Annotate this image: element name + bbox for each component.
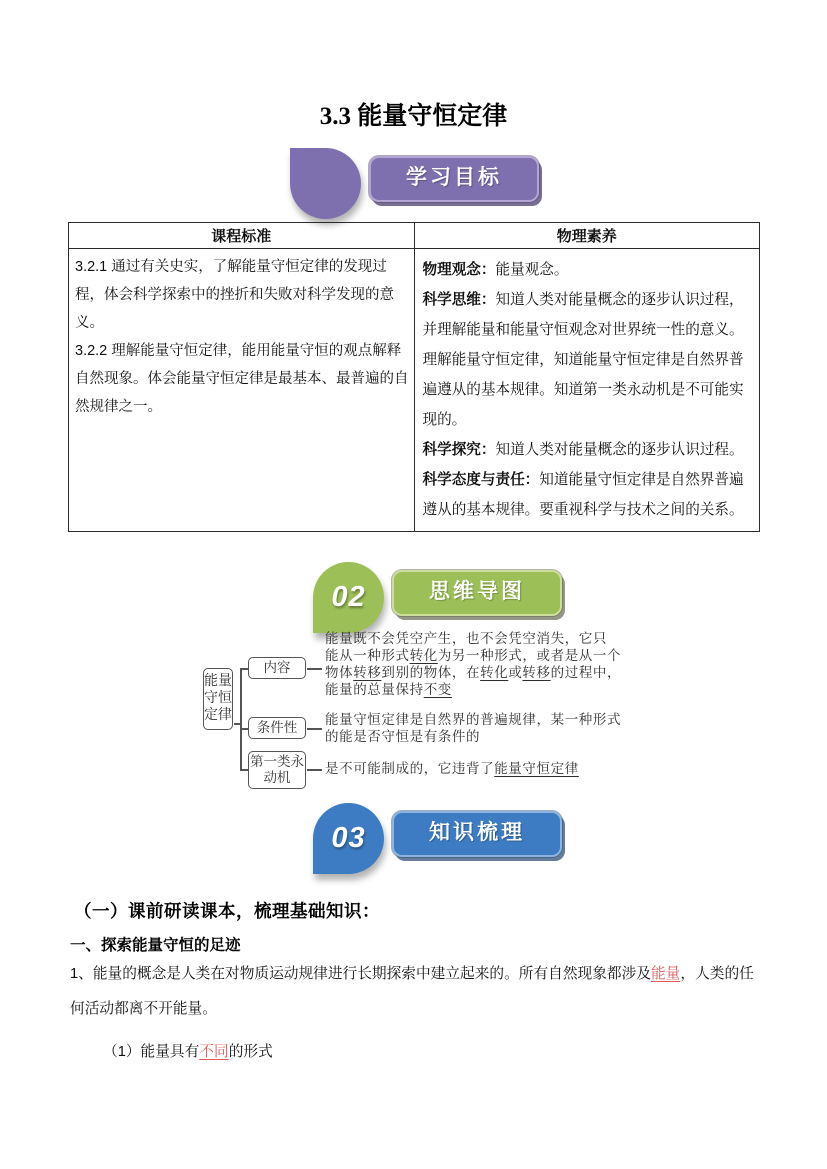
section-head-mindmap [313,562,562,633]
connector-line [240,728,248,730]
section-badge-drop-icon [313,803,384,874]
connector-line [307,668,322,670]
column-header-standards: 课程标准 [69,223,415,249]
mindmap-desc-perpetual: 是不可能制成的，它违背了能量守恒定律 [325,761,579,777]
standard-item: 3.2.1 通过有关史实，了解能量守恒定律的发现过程，体会科学探索中的挫折和失败对科学发现的意义。 [75,259,394,331]
column-header-literacy: 物理素养 [414,223,760,249]
section-head-goals [290,148,539,219]
connector-line [307,728,322,730]
section-number: 02 [331,581,366,613]
section-banner-goals: 学习目标 [369,156,539,202]
notes-paragraph-2: （1）能量具有不同的形式 [103,1044,273,1060]
mindmap-node-perpetual: 第一类永动机 [248,751,306,789]
section-badge-drop-icon [290,148,361,219]
section-badge-drop-icon [313,562,384,633]
mindmap-desc-condition: 能量守恒定律是自然界的普遍规律，某一种形式 的能是否守恒是有条件的 [325,712,622,745]
connector-line [240,669,242,770]
mindmap-desc-content: 能量既不会凭空产生，也不会凭空消失，它只 能从一种形式转化为另一种形式，或者是从一个 物体转移到别的物体，在转化或转移的过程中， 能量的总量保持不变 [325,631,622,698]
notes-heading-1: （一）课前研读课本，梳理基础知识： [74,901,380,921]
notes-paragraph-1: 1、能量的概念是人类在对物质运动规律进行长期探索中建立起来的。所有自然现象都涉及能量，人类的任何活动都离不开能量。 [70,966,754,1017]
literacy-cell [414,249,760,532]
mindmap-root-node: 能量守恒定律 [203,668,233,730]
literacy-item: 物理观念：能量观念。 [422,262,569,278]
highlighted-term: 能量 [650,966,681,982]
notes-heading-2: 一、探索能量守恒的足迹 [70,937,241,954]
mindmap-diagram [68,630,628,810]
highlighted-term: 不同 [199,1044,229,1060]
table-header-row [69,223,760,249]
standards-cell [69,249,415,532]
literacy-item: 科学探究：知道人类对能量概念的逐步认识过程。 [422,442,744,458]
connector-line [240,769,248,771]
section-banner-mindmap: 思维导图 [392,570,562,616]
literacy-item: 科学态度与责任：知道能量守恒定律是自然界普遍遵从的基本规律。要重视科学与技术之间的关系。 [422,472,744,518]
connector-line [240,668,248,670]
mindmap-node-content: 内容 [248,657,306,679]
connector-line [307,769,322,771]
standard-item: 3.2.2 理解能量守恒定律，能用能量守恒的观点解释自然现象。体会能量守恒定律是最基本、最普遍的自然规律之一。 [75,343,409,415]
page-title: 3.3 能量守恒定律 [319,103,508,130]
table-body-row [69,249,760,532]
literacy-item: 科学思维：知道人类对能量概念的逐步认识过程，并理解能量和能量守恒观念对世界统一性的意义。理解能量守恒定律，知道能量守恒定律是自然界普遍遵从的基本规律。知道第一类永动机是不可能实现的。 [422,292,744,428]
mindmap-node-condition: 条件性 [248,717,306,739]
section-banner-knowledge: 知识梳理 [392,811,562,857]
section-number: 03 [331,822,366,854]
standards-table [68,222,760,532]
section-head-knowledge [313,803,562,874]
